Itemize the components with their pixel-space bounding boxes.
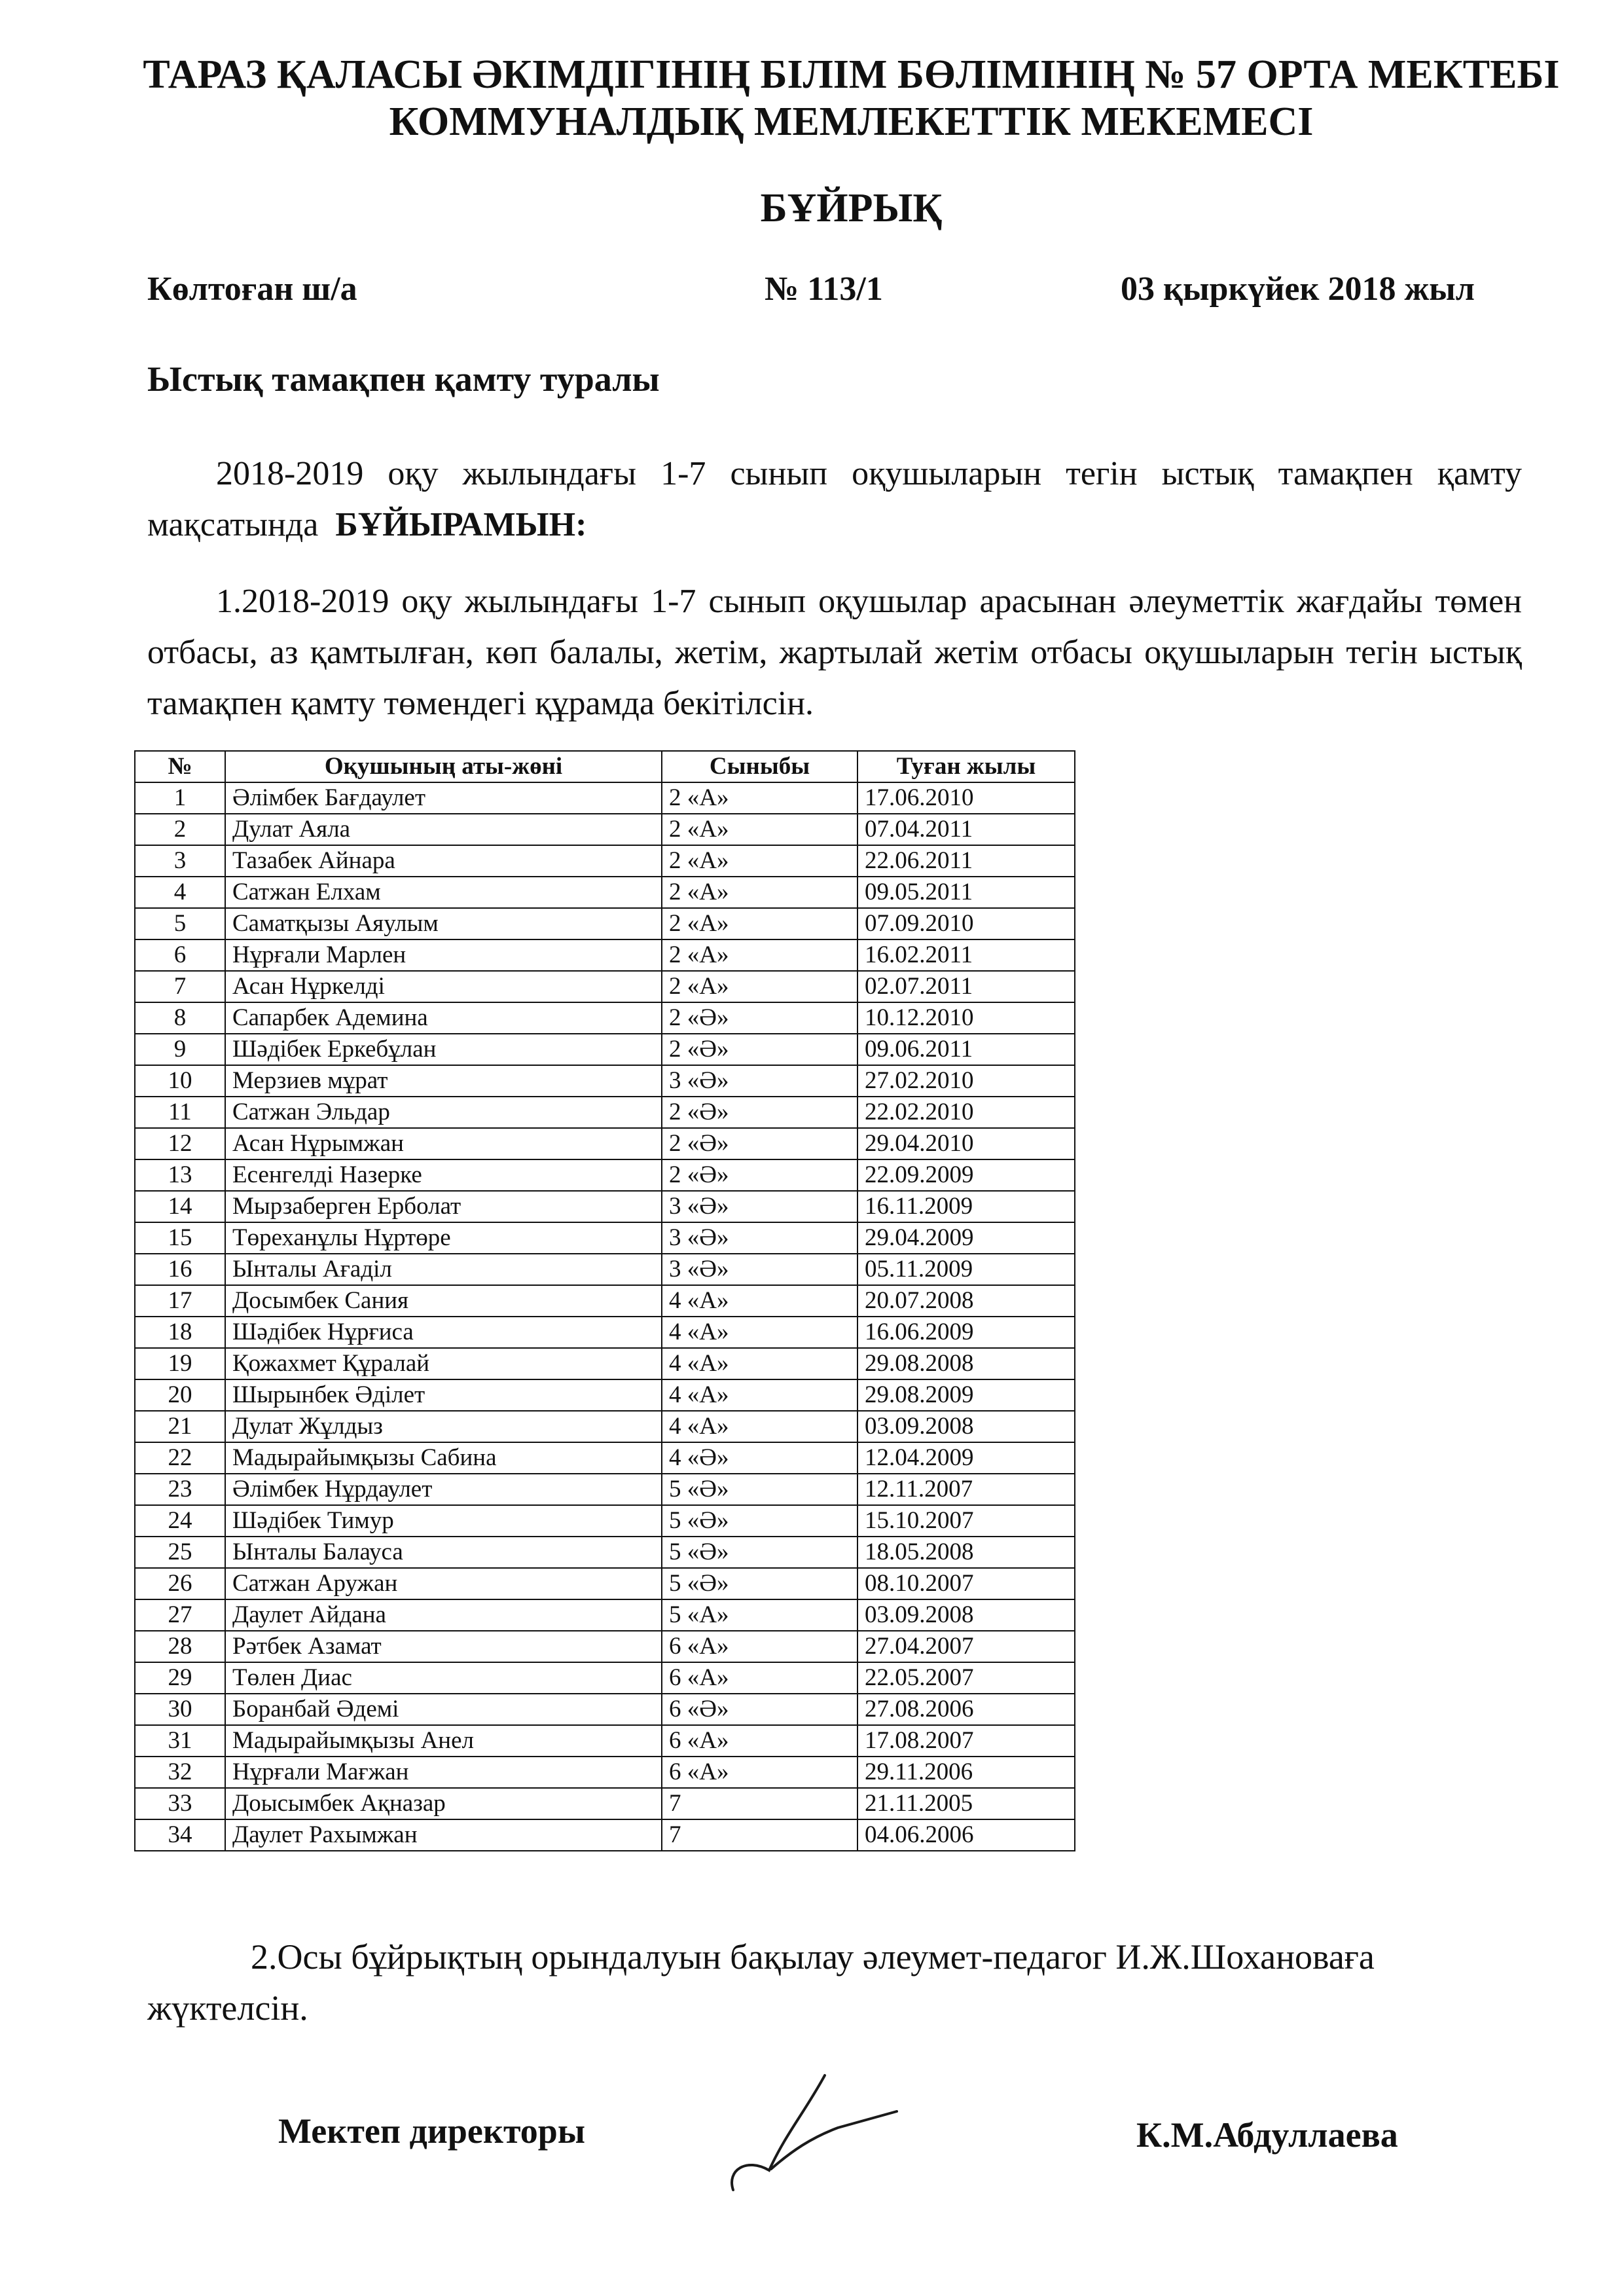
cell-number: 19 <box>135 1348 225 1379</box>
table-row <box>135 1002 1075 1034</box>
table-row <box>135 1317 1075 1348</box>
cell-birth-date: 17.08.2007 <box>857 1725 1075 1757</box>
table-row <box>135 1411 1075 1442</box>
cell-number: 10 <box>135 1065 225 1097</box>
cell-birth-date: 22.09.2009 <box>857 1159 1075 1191</box>
cell-name: Шәдібек Тимур <box>225 1505 662 1537</box>
cell-name: Әлімбек Нұрдаулет <box>225 1474 662 1505</box>
table-row <box>135 1254 1075 1285</box>
cell-name: Асан Нұркелді <box>225 971 662 1002</box>
cell-class: 2 «Ә» <box>662 1128 857 1159</box>
cell-name: Саматқызы Аяулым <box>225 908 662 939</box>
cell-number: 11 <box>135 1097 225 1128</box>
cell-class: 4 «А» <box>662 1379 857 1411</box>
cell-number: 9 <box>135 1034 225 1065</box>
cell-name: Шәдібек Еркебұлан <box>225 1034 662 1065</box>
cell-number: 16 <box>135 1254 225 1285</box>
cell-class: 7 <box>662 1819 857 1851</box>
order-subject: Ыстық тамақпен қамту туралы <box>147 359 660 399</box>
cell-birth-date: 12.11.2007 <box>857 1474 1075 1505</box>
cell-birth-date: 18.05.2008 <box>857 1537 1075 1568</box>
table-row <box>135 1222 1075 1254</box>
table-row <box>135 1285 1075 1317</box>
cell-birth-date: 27.02.2010 <box>857 1065 1075 1097</box>
intro-emphasis: БҰЙЫРАМЫН: <box>335 506 587 543</box>
cell-birth-date: 02.07.2011 <box>857 971 1075 1002</box>
cell-class: 5 «Ә» <box>662 1505 857 1537</box>
cell-number: 34 <box>135 1819 225 1851</box>
cell-class: 2 «А» <box>662 814 857 845</box>
table-row <box>135 1568 1075 1599</box>
table-row <box>135 1788 1075 1819</box>
cell-birth-date: 10.12.2010 <box>857 1002 1075 1034</box>
cell-name: Асан Нұрымжан <box>225 1128 662 1159</box>
cell-class: 5 «Ә» <box>662 1537 857 1568</box>
header-number: № <box>135 751 225 782</box>
cell-birth-date: 21.11.2005 <box>857 1788 1075 1819</box>
table-row <box>135 1662 1075 1694</box>
cell-birth-date: 04.06.2006 <box>857 1819 1075 1851</box>
cell-name: Ынталы Балауса <box>225 1537 662 1568</box>
cell-name: Боранбай Әдемі <box>225 1694 662 1725</box>
cell-class: 7 <box>662 1788 857 1819</box>
cell-name: Нұрғали Марлен <box>225 939 662 971</box>
table-row <box>135 908 1075 939</box>
table-row <box>135 1631 1075 1662</box>
cell-class: 2 «А» <box>662 782 857 814</box>
cell-name: Дулат Аяла <box>225 814 662 845</box>
cell-number: 6 <box>135 939 225 971</box>
cell-birth-date: 22.06.2011 <box>857 845 1075 877</box>
table-row <box>135 1505 1075 1537</box>
cell-class: 3 «Ә» <box>662 1254 857 1285</box>
cell-class: 2 «А» <box>662 877 857 908</box>
clause-1-text: 1.2018-2019 оқу жылындағы 1-7 сынып оқушылар арасынан әлеуметтік жағдайы төмен отбасы, аз қамтылған, көп балалы, жетім, жартылай жетім отбасы оқушыларын тегін ыстық тамақпен қамту төмендегі құрамда бекітілсін. <box>147 583 1522 722</box>
cell-birth-date: 16.11.2009 <box>857 1191 1075 1222</box>
cell-name: Сатжан Аружан <box>225 1568 662 1599</box>
table-row <box>135 1097 1075 1128</box>
cell-birth-date: 29.08.2009 <box>857 1379 1075 1411</box>
cell-number: 31 <box>135 1725 225 1757</box>
clause-2-paragraph <box>147 1931 1535 2033</box>
table-row <box>135 1537 1075 1568</box>
cell-class: 4 «А» <box>662 1348 857 1379</box>
cell-name: Төреханұлы Нұртөре <box>225 1222 662 1254</box>
cell-number: 21 <box>135 1411 225 1442</box>
cell-name: Сатжан Елхам <box>225 877 662 908</box>
table-row <box>135 1819 1075 1851</box>
cell-name: Сапарбек Адемина <box>225 1002 662 1034</box>
cell-name: Даулет Рахымжан <box>225 1819 662 1851</box>
header-birth-date: Туған жылы <box>857 751 1075 782</box>
cell-number: 22 <box>135 1442 225 1474</box>
cell-class: 2 «А» <box>662 845 857 877</box>
cell-birth-date: 16.02.2011 <box>857 939 1075 971</box>
table-row <box>135 814 1075 845</box>
cell-number: 4 <box>135 877 225 908</box>
clause-1-paragraph <box>147 576 1522 729</box>
cell-class: 2 «Ә» <box>662 1097 857 1128</box>
order-date: 03 қыркүйек 2018 жыл <box>1121 270 1475 308</box>
organization-name-line2: КОММУНАЛДЫҚ МЕМЛЕКЕТТІК МЕКЕМЕСІ <box>389 100 1314 144</box>
cell-class: 2 «Ә» <box>662 1002 857 1034</box>
cell-birth-date: 20.07.2008 <box>857 1285 1075 1317</box>
students-table <box>134 750 1075 1851</box>
table-row <box>135 1128 1075 1159</box>
intro-text: 2018-2019 оқу жылындағы 1-7 сынып оқушыларын тегін ыстық тамақпен қамту мақсатында <box>147 455 1522 543</box>
cell-birth-date: 29.11.2006 <box>857 1757 1075 1788</box>
table-row <box>135 1474 1075 1505</box>
cell-name: Шәдібек Нұрғиса <box>225 1317 662 1348</box>
cell-number: 29 <box>135 1662 225 1694</box>
order-place: Көлтоған ш/а <box>147 270 357 308</box>
cell-class: 4 «А» <box>662 1285 857 1317</box>
cell-name: Сатжан Эльдар <box>225 1097 662 1128</box>
cell-number: 15 <box>135 1222 225 1254</box>
cell-birth-date: 27.08.2006 <box>857 1694 1075 1725</box>
cell-number: 3 <box>135 845 225 877</box>
cell-birth-date: 07.04.2011 <box>857 814 1075 845</box>
cell-birth-date: 09.05.2011 <box>857 877 1075 908</box>
cell-birth-date: 29.04.2009 <box>857 1222 1075 1254</box>
header-class: Сыныбы <box>662 751 857 782</box>
cell-class: 2 «А» <box>662 908 857 939</box>
cell-birth-date: 29.04.2010 <box>857 1128 1075 1159</box>
cell-class: 5 «А» <box>662 1599 857 1631</box>
cell-class: 4 «Ә» <box>662 1442 857 1474</box>
cell-birth-date: 17.06.2010 <box>857 782 1075 814</box>
table-row <box>135 1757 1075 1788</box>
cell-birth-date: 03.09.2008 <box>857 1599 1075 1631</box>
table-body <box>135 782 1075 1851</box>
cell-class: 2 «Ә» <box>662 1159 857 1191</box>
signatory-role: Мектеп директоры <box>278 2111 585 2151</box>
cell-number: 14 <box>135 1191 225 1222</box>
cell-birth-date: 29.08.2008 <box>857 1348 1075 1379</box>
cell-name: Нұрғали Мағжан <box>225 1757 662 1788</box>
cell-number: 5 <box>135 908 225 939</box>
cell-class: 3 «Ә» <box>662 1191 857 1222</box>
cell-name: Доысымбек Ақназар <box>225 1788 662 1819</box>
cell-number: 26 <box>135 1568 225 1599</box>
table-row <box>135 1348 1075 1379</box>
cell-birth-date: 03.09.2008 <box>857 1411 1075 1442</box>
cell-number: 12 <box>135 1128 225 1159</box>
cell-birth-date: 09.06.2011 <box>857 1034 1075 1065</box>
cell-birth-date: 27.04.2007 <box>857 1631 1075 1662</box>
cell-number: 32 <box>135 1757 225 1788</box>
cell-name: Тазабек Айнара <box>225 845 662 877</box>
table-row <box>135 1599 1075 1631</box>
cell-name: Дулат Жұлдыз <box>225 1411 662 1442</box>
cell-name: Досымбек Сания <box>225 1285 662 1317</box>
cell-number: 7 <box>135 971 225 1002</box>
cell-number: 1 <box>135 782 225 814</box>
cell-number: 20 <box>135 1379 225 1411</box>
table-row <box>135 1159 1075 1191</box>
cell-name: Шырынбек Әділет <box>225 1379 662 1411</box>
cell-name: Есенгелді Назерке <box>225 1159 662 1191</box>
table-row <box>135 1034 1075 1065</box>
cell-number: 18 <box>135 1317 225 1348</box>
cell-class: 4 «А» <box>662 1317 857 1348</box>
cell-birth-date: 22.05.2007 <box>857 1662 1075 1694</box>
cell-class: 6 «А» <box>662 1725 857 1757</box>
cell-number: 33 <box>135 1788 225 1819</box>
intro-paragraph <box>147 448 1522 551</box>
cell-class: 2 «А» <box>662 971 857 1002</box>
cell-number: 30 <box>135 1694 225 1725</box>
header-name: Оқушының аты-жөні <box>225 751 662 782</box>
cell-number: 24 <box>135 1505 225 1537</box>
cell-birth-date: 15.10.2007 <box>857 1505 1075 1537</box>
table-row <box>135 845 1075 877</box>
cell-name: Қожахмет Құралай <box>225 1348 662 1379</box>
handwritten-signature <box>707 2072 903 2203</box>
cell-number: 2 <box>135 814 225 845</box>
cell-birth-date: 22.02.2010 <box>857 1097 1075 1128</box>
order-number: № 113/1 <box>765 270 883 308</box>
table-row <box>135 1379 1075 1411</box>
cell-birth-date: 16.06.2009 <box>857 1317 1075 1348</box>
cell-birth-date: 05.11.2009 <box>857 1254 1075 1285</box>
cell-class: 3 «Ә» <box>662 1065 857 1097</box>
table-header-row <box>135 751 1075 782</box>
table-row <box>135 939 1075 971</box>
table-row <box>135 877 1075 908</box>
cell-class: 5 «Ә» <box>662 1568 857 1599</box>
cell-class: 3 «Ә» <box>662 1222 857 1254</box>
cell-number: 28 <box>135 1631 225 1662</box>
cell-number: 25 <box>135 1537 225 1568</box>
cell-name: Мырзаберген Ерболат <box>225 1191 662 1222</box>
organization-name-line1: ТАРАЗ ҚАЛАСЫ ӘКІМДІГІНІҢ БІЛІМ БӨЛІМІНІҢ № 57 ОРТА МЕКТЕБІ <box>143 52 1560 97</box>
cell-name: Мерзиев мұрат <box>225 1065 662 1097</box>
cell-class: 6 «А» <box>662 1662 857 1694</box>
cell-class: 4 «А» <box>662 1411 857 1442</box>
cell-birth-date: 12.04.2009 <box>857 1442 1075 1474</box>
cell-name: Мадырайымқызы Сабина <box>225 1442 662 1474</box>
cell-class: 6 «А» <box>662 1631 857 1662</box>
cell-class: 2 «Ә» <box>662 1034 857 1065</box>
table-row <box>135 1725 1075 1757</box>
cell-name: Әлімбек Бағдаулет <box>225 782 662 814</box>
cell-birth-date: 07.09.2010 <box>857 908 1075 939</box>
table-row <box>135 1191 1075 1222</box>
cell-number: 23 <box>135 1474 225 1505</box>
document-title: БҰЙРЫҚ <box>760 186 943 230</box>
cell-number: 17 <box>135 1285 225 1317</box>
cell-class: 5 «Ә» <box>662 1474 857 1505</box>
clause-2-text: 2.Осы бұйрықтың орындалуын бақылау әлеумет-педагог И.Ж.Шохановаға жүктелсін. <box>147 1937 1375 2028</box>
cell-name: Рәтбек Азамат <box>225 1631 662 1662</box>
cell-number: 27 <box>135 1599 225 1631</box>
cell-class: 6 «Ә» <box>662 1694 857 1725</box>
cell-name: Төлен Диас <box>225 1662 662 1694</box>
cell-class: 2 «А» <box>662 939 857 971</box>
table-row <box>135 1065 1075 1097</box>
cell-name: Ынталы Ағаділ <box>225 1254 662 1285</box>
cell-name: Даулет Айдана <box>225 1599 662 1631</box>
table-row <box>135 1694 1075 1725</box>
signatory-name: К.М.Абдуллаева <box>1136 2115 1398 2155</box>
cell-birth-date: 08.10.2007 <box>857 1568 1075 1599</box>
cell-class: 6 «А» <box>662 1757 857 1788</box>
table-row <box>135 782 1075 814</box>
cell-number: 13 <box>135 1159 225 1191</box>
table-row <box>135 971 1075 1002</box>
table-row <box>135 1442 1075 1474</box>
cell-number: 8 <box>135 1002 225 1034</box>
cell-name: Мадырайымқызы Анел <box>225 1725 662 1757</box>
